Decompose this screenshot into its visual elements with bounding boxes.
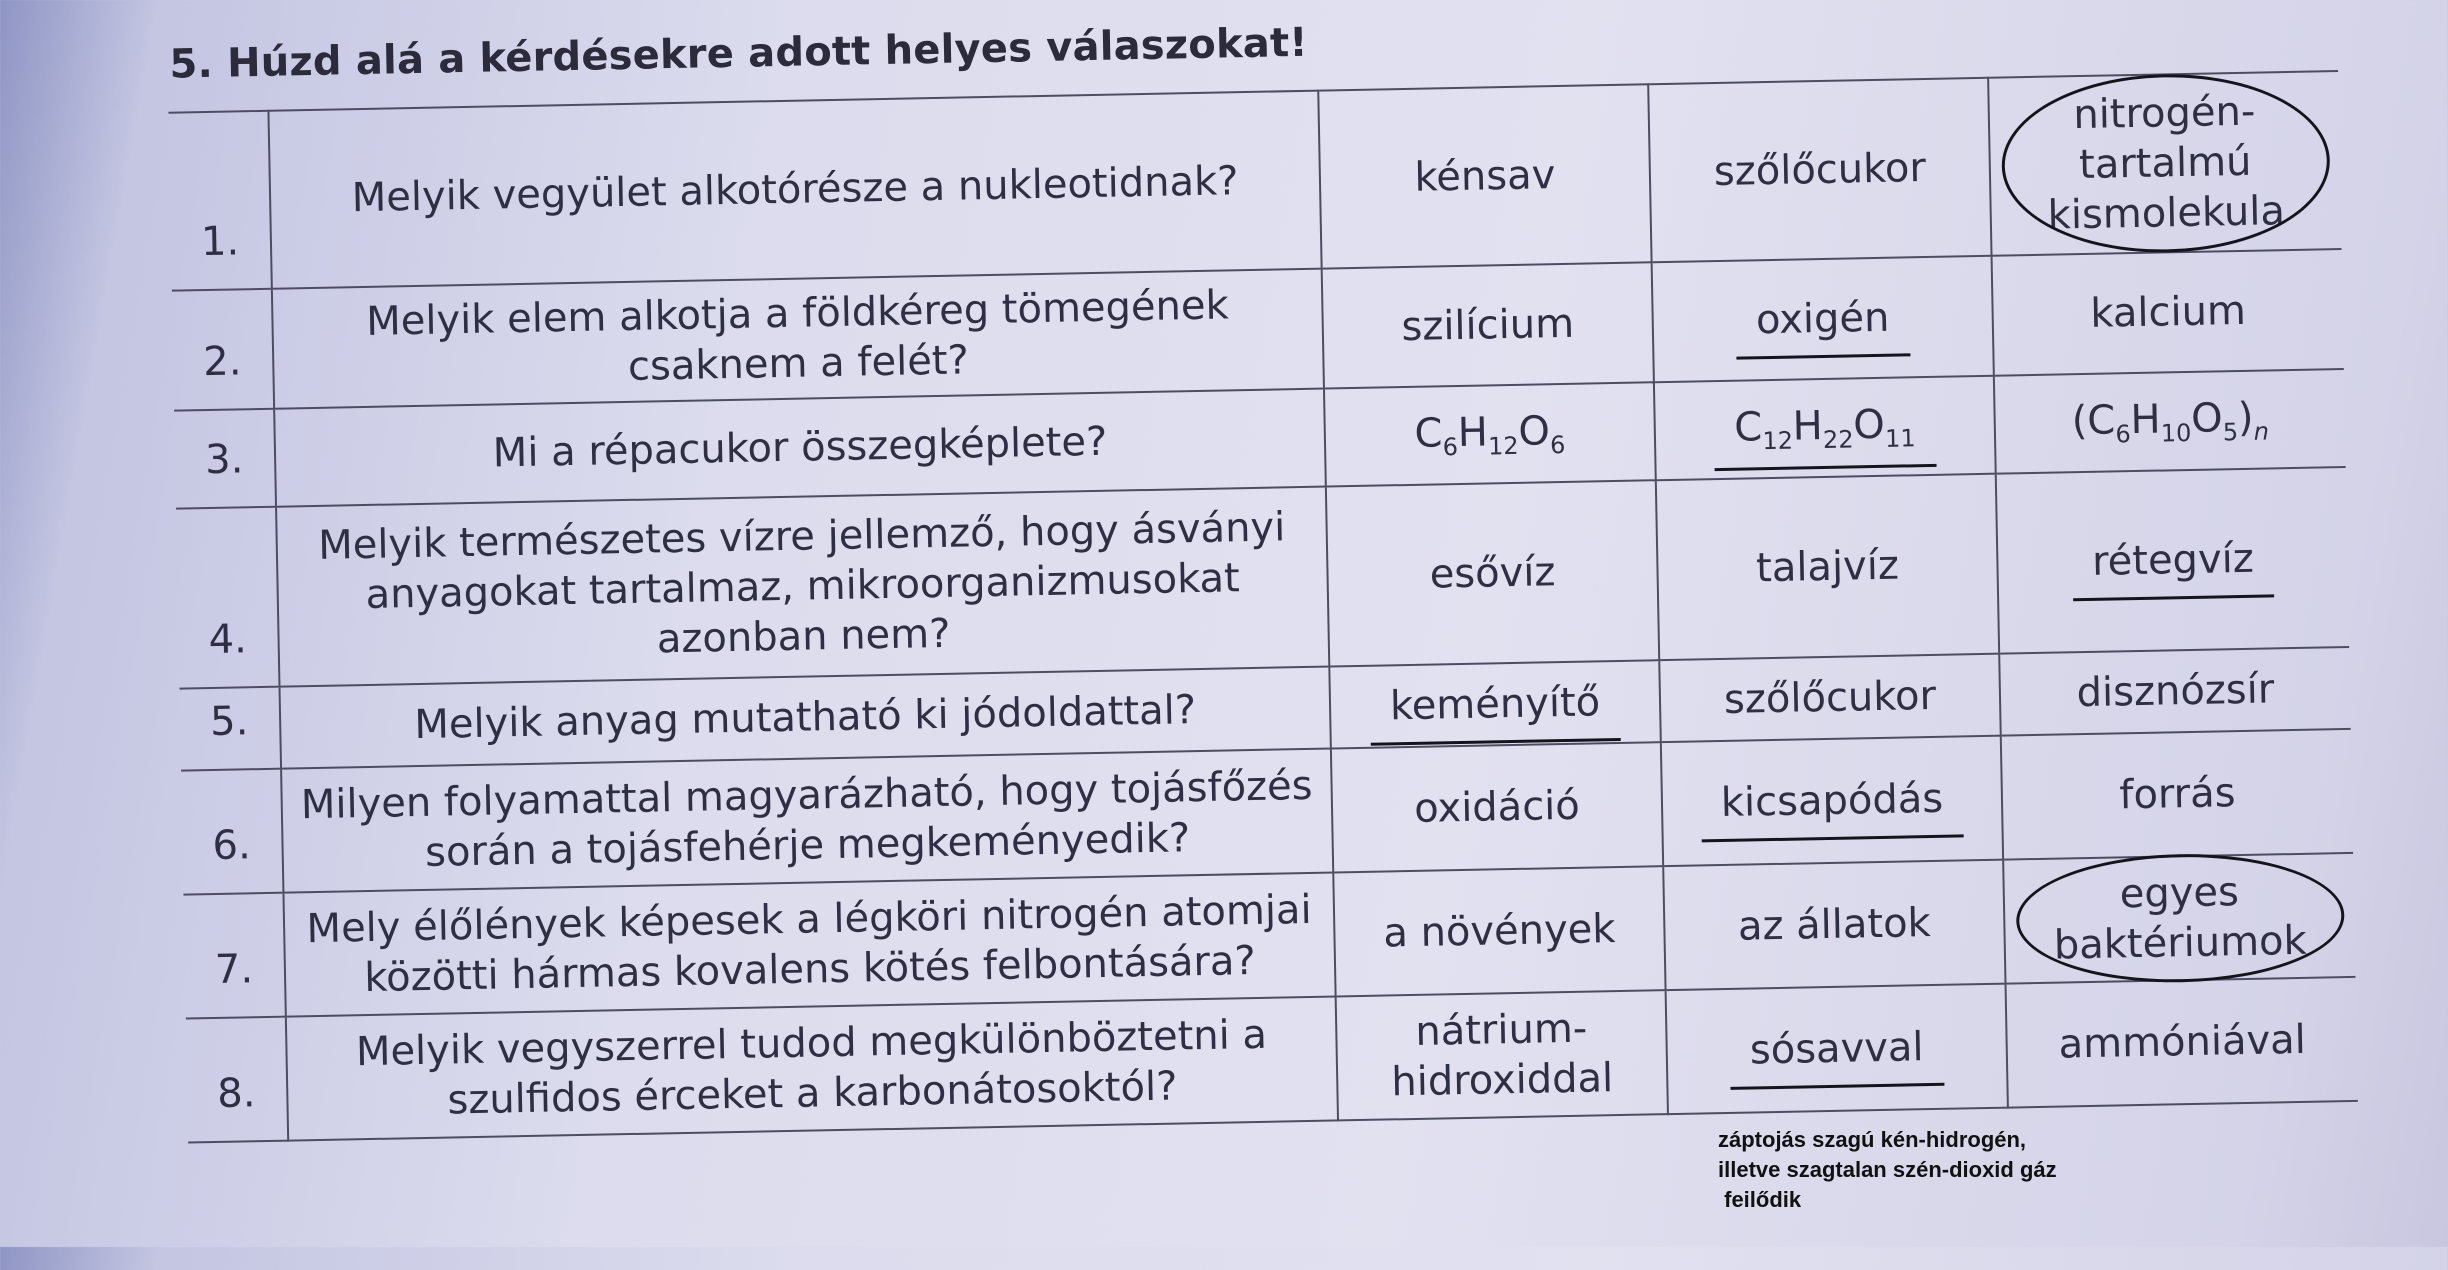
answer-text: a növények (1382, 906, 1616, 957)
answer-text: az állatok (1737, 900, 1932, 950)
answer-option[interactable] (2003, 853, 2355, 984)
answer-text: szőlőcukor (1723, 672, 1937, 723)
answer-option[interactable] (1994, 369, 2346, 474)
question-text: Melyik természetes vízre jellemző, hogy ásványi anyagokat tartalmaz, mikroorganizmusokat azonban nem? (276, 487, 1329, 687)
answer-option[interactable] (1661, 736, 2003, 867)
answer-option[interactable] (1988, 71, 2341, 256)
answer-text: forrás (2118, 770, 2236, 819)
answer-option[interactable] (1336, 990, 1668, 1120)
question-text: Milyen folyamattal magyarázható, hogy tojásfőzés során a tojásfehérje megkeményedik? (281, 749, 1333, 893)
question-text: Melyik vegyszerrel tudod megkülönböztetni a szulfidos érceket a karbonátosoktól? (286, 996, 1338, 1140)
answer-text: rétegvíz (2091, 535, 2255, 585)
answer-option[interactable] (1326, 480, 1659, 666)
answer-formula: $C_{12}H_{22}O_{11}$ (1734, 399, 1916, 456)
answer-option[interactable] (1333, 866, 1665, 996)
question-text: Melyik elem alkotja a földkéreg tömegének csaknem a felét? (272, 269, 1324, 409)
answer-text: sósavval (1749, 1024, 1924, 1074)
row-number: 6. (181, 769, 283, 895)
question-text: Melyik anyag mutatható ki jódoldattal? (279, 667, 1330, 769)
row-number: 4. (176, 507, 279, 689)
answer-text: kénsav (1414, 152, 1556, 201)
answer-text: keményítő (1389, 679, 1601, 730)
answer-formula: $C_6H_{12}O_6$ (1414, 408, 1566, 462)
answer-option[interactable] (1996, 467, 2349, 654)
answer-option[interactable] (1648, 78, 1991, 262)
note-line: záptojás szagú kén-hidrogén, (1718, 1127, 2027, 1152)
answer-option[interactable] (1324, 382, 1656, 486)
answer-option[interactable] (1654, 376, 1996, 481)
answer-option[interactable] (1322, 262, 1654, 388)
answer-text: nitrogén-tartalmú kismolekula (2034, 86, 2297, 241)
answer-option[interactable] (1652, 256, 1994, 383)
answer-text: kicsapódás (1720, 775, 1944, 827)
answer-text: disznózsír (2076, 666, 2275, 717)
answer-option[interactable] (2001, 729, 2353, 860)
answer-text: talajvíz (1755, 542, 1900, 592)
answer-text: kalcium (2089, 287, 2247, 337)
answer-option[interactable] (1329, 660, 1661, 748)
answer-option[interactable] (1663, 860, 2005, 991)
answer-option[interactable] (1992, 249, 2344, 376)
answer-text: esővíz (1429, 549, 1556, 598)
question-text: Mely élőlények képesek a légköri nitrogén atomjai közötti hármas kovalens kötés felbontására? (283, 872, 1335, 1016)
answer-option[interactable] (1999, 647, 2351, 736)
answer-text: szőlőcukor (1713, 144, 1927, 196)
question-text: Mi a répacukor összegképlete? (274, 389, 1326, 507)
row-number: 5. (180, 687, 282, 771)
answer-option[interactable] (1659, 654, 2001, 743)
answer-text: ammóniával (2058, 1016, 2307, 1068)
quiz-table (168, 70, 2357, 1143)
note-line: feilődik (1718, 1187, 1802, 1212)
answer-text: szilícium (1401, 300, 1575, 351)
answer-option[interactable] (2006, 977, 2358, 1108)
exercise-title: 5. Húzd alá a kérdésekre adott helyes válaszokat! (169, 19, 1309, 88)
answer-text: oxigén (1755, 294, 1890, 344)
row-number: 8. (186, 1017, 288, 1143)
note-line: illetve szagtalan szén-dioxid gáz (1718, 1157, 2057, 1182)
handwritten-note (1718, 1125, 2057, 1215)
question-text: Melyik vegyület alkotórésze a nukleotidnak? (268, 91, 1321, 289)
answer-option[interactable] (1331, 742, 1663, 872)
answer-option[interactable] (1318, 84, 1651, 268)
answer-option[interactable] (1666, 984, 2008, 1115)
row-number: 2. (172, 289, 274, 411)
answer-text: egyes baktériumok (2049, 866, 2311, 971)
row-number: 3. (174, 409, 276, 509)
answer-text: oxidáció (1413, 782, 1581, 832)
answer-formula: $(C_6H_{10}O_5)_n$ (2071, 394, 2270, 449)
answer-option[interactable] (1656, 474, 1999, 660)
row-number: 1. (168, 111, 271, 291)
row-number: 7. (183, 893, 285, 1019)
answer-text: nátrium-hidroxiddal (1390, 1005, 1614, 1106)
